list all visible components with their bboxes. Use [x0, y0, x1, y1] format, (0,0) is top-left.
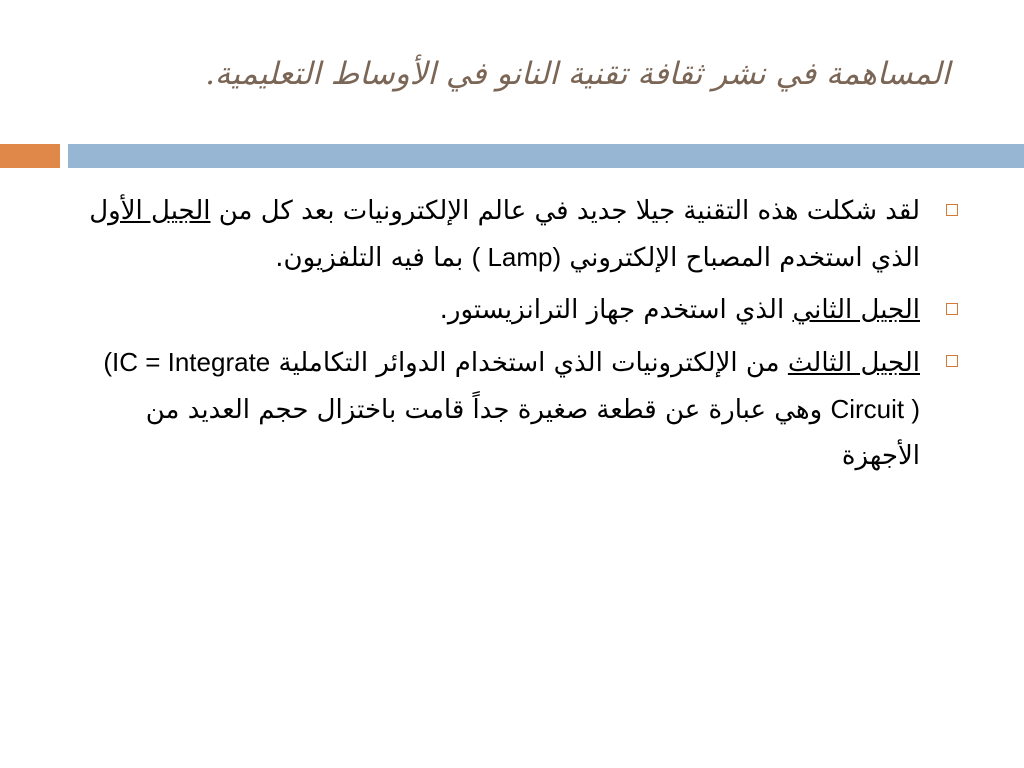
bullet-item-first-generation [60, 188, 960, 281]
latin-term-lamp: ( Lamp) [471, 242, 562, 272]
bullet-text-part: من الإلكترونيات الذي استخدام الدوائر التكاملية [270, 348, 788, 378]
square-bullet-icon [946, 303, 958, 315]
bullet-text [60, 287, 920, 333]
accent-bar-blue [68, 144, 1024, 168]
bullet-text-part: الذي استخدم المصباح الإلكتروني [561, 243, 920, 273]
bullet-text-part: الذي استخدم جهاز الترانزيستور. [439, 295, 793, 325]
bullet-item-second-generation [60, 287, 960, 333]
term-third-generation: الجيل الثالث [787, 348, 920, 378]
bullet-lead-text: لقد شكلت هذه التقنية جيلا جديد في عالم الإلكترونيات بعد كل من [210, 196, 920, 226]
slide-title: المساهمة في نشر ثقافة تقنية النانو في الأوساط التعليمية. [205, 56, 950, 92]
latin-term-integrated-circuit: (IC = Integrate Circuit ) [103, 347, 920, 424]
term-second-generation: الجيل الثاني [792, 295, 920, 325]
term-first-generation: الجيل الأول [89, 196, 211, 226]
bullet-text-part: بما فيه التلفزيون. [275, 243, 472, 273]
bullet-text [60, 188, 920, 281]
bullet-text [60, 339, 920, 479]
bullet-text-part: وهي عبارة عن قطعة صغيرة جداً قامت باختزال حجم العديد من الأجهزة [145, 395, 920, 471]
accent-bar-orange [0, 144, 60, 168]
square-bullet-icon [946, 355, 958, 367]
bullet-item-third-generation [60, 339, 960, 479]
bullet-list [60, 188, 960, 485]
square-bullet-icon [946, 204, 958, 216]
